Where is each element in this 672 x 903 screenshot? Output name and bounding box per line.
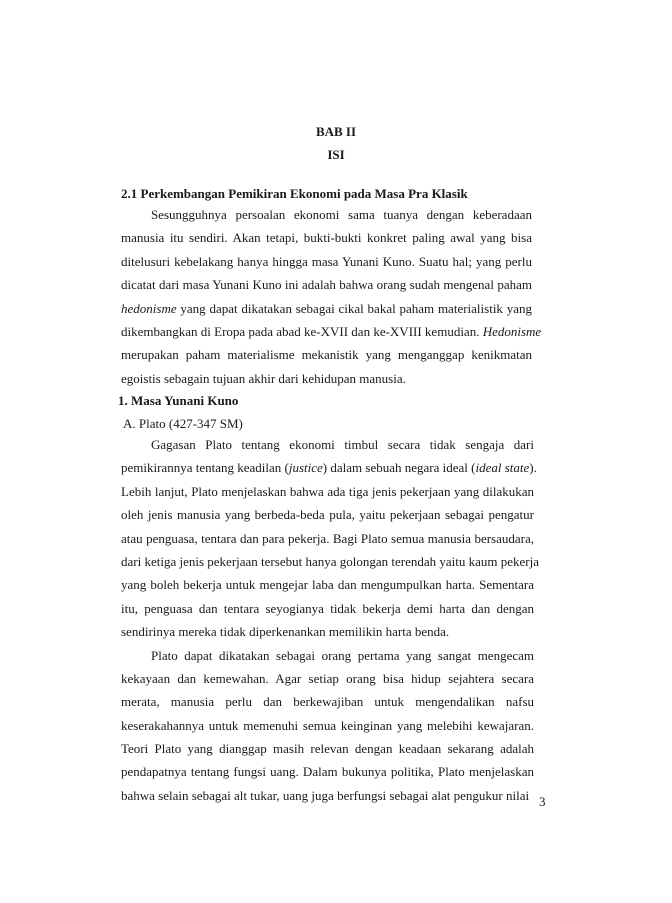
text-line: Teori Plato yang dianggap masih relevan dengan keadaan sekarang adalah — [121, 741, 534, 757]
text-line: dicatat dari masa Yunani Kuno ini adalah bahwa orang sudah mengenal paham — [121, 277, 532, 293]
subsection-heading: 1. Masa Yunani Kuno — [118, 393, 239, 408]
text-line: Lebih lanjut, Plato menjelaskan bahwa ada tiga jenis pekerjaan yang dilakukan — [121, 483, 534, 499]
text-line: Sesungguhnya persoalan ekonomi sama tuanya dengan keberadaan — [151, 207, 532, 222]
text-line: Plato dapat dikatakan sebagai orang pertama yang sangat mengecam — [151, 647, 534, 663]
text-line: oleh jenis manusia yang berbeda-beda pula, yaitu pekerjaan sebagai pengatur — [121, 507, 534, 523]
text-line: Gagasan Plato tentang ekonomi timbul secara tidak sengaja dari — [151, 437, 534, 452]
text-line: ditelusuri kebelakang hanya hingga masa Yunani Kuno. Suatu hal; yang perlu — [121, 253, 532, 269]
text-line: dikembangkan di Eropa pada abad ke-XVII dan ke-XVIII kemudian. Hedonisme — [121, 323, 542, 339]
text-line: pendapatnya tentang fungsi uang. Dalam bukunya politika, Plato menjelaskan — [121, 764, 534, 780]
section-heading: 2.1 Perkembangan Pemikiran Ekonomi pada Masa Pra Klasik — [121, 186, 468, 201]
subsubsection-heading: A. Plato (427-347 SM) — [123, 416, 243, 431]
text-line: atau penguasa, tentara dan para pekerja. Bagi Plato semua manusia bersaudara, — [121, 530, 534, 546]
text-line: sendirinya mereka tidak diperkenankan memilikin harta benda. — [121, 624, 450, 640]
text-line: manusia itu sendiri. Akan tetapi, bukti-bukti konkret paling awal yang bisa — [121, 230, 532, 246]
text-line: hedonisme yang dapat dikatakan sebagai cikal bakal paham materialistik yang — [121, 300, 532, 316]
page-number: 3 — [539, 794, 546, 809]
text-line: kekayaan dan kemewahan. Agar setiap orang bisa hidup sejahtera secara — [121, 670, 534, 686]
text-line: keserakahannya untuk memenuhi semua keinginan yang melebihi kewajaran. — [121, 717, 534, 733]
chapter-title: ISI — [327, 147, 345, 162]
text-line: egoistis sebagain tujuan akhir dari kehidupan manusia. — [121, 370, 406, 386]
text-line: merata, manusia perlu dan berkewajiban untuk mengendalikan nafsu — [121, 694, 534, 710]
text-line: dari ketiga jenis pekerjaan tersebut hanya golongan terendah yaitu kaum pekerja — [121, 553, 539, 569]
chapter-label: BAB II — [315, 124, 357, 139]
text-line: pemikirannya tentang keadilan (justice) dalam sebuah negara ideal (ideal state). — [121, 460, 537, 476]
text-line: itu, penguasa dan tentara seyogianya tidak bekerja demi harta dan dengan — [121, 600, 534, 616]
text-line: bahwa selain sebagai alt tukar, uang juga berfungsi sebagai alat pengukur nilai — [121, 787, 530, 803]
intro-paragraph — [121, 203, 542, 390]
plato-paragraphs — [121, 433, 539, 807]
text-line: merupakan paham materialisme mekanistik yang menganggap kenikmatan — [121, 347, 532, 363]
text-line: yang boleh bekerja untuk mengejar laba dan mengumpulkan harta. Sementara — [121, 577, 534, 593]
